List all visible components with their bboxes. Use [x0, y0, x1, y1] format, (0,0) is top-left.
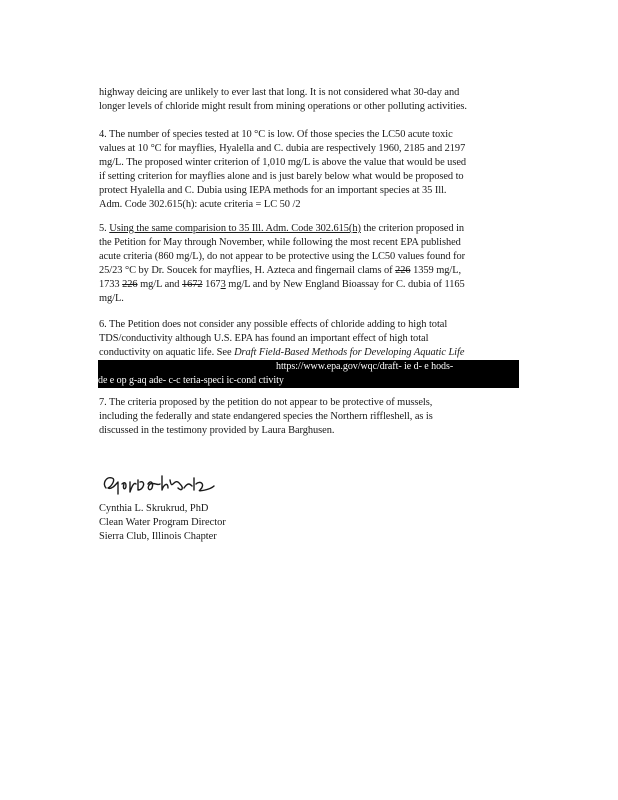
text-line: 5. Using the same comparision to 35 Ill. Adm. Code 302.615(h) the criterion proposed in [99, 223, 465, 234]
text-line: highway deicing are unlikely to ever last that long. It is not considered what 30-day and [99, 87, 460, 98]
text-line: values at 10 °C for mayflies, Hyalella and C. dubia are respectively 1960, 2185 and 2197 [99, 143, 466, 154]
paragraph-4 [99, 128, 519, 212]
struck-value: 226 [395, 265, 411, 276]
underlined-citation: Using the same comparision to 35 Ill. Adm. Code 302.615(h) [109, 223, 361, 234]
text-line: Adm. Code 302.615(h): acute criteria = LC 50 /2 [99, 199, 301, 210]
paragraph-continuation [99, 86, 519, 114]
signer-name: Cynthia L. Skrukrud, PhD [99, 503, 209, 514]
text-line: 1733 226 mg/L and 1672 1673 mg/L and by New England Bioassay for C. dubia of 1165 [99, 279, 465, 290]
signature-block [99, 502, 226, 544]
text-line: mg/L. The proposed winter criterion of 1,010 mg/L is above the value that would be used [99, 157, 467, 168]
underlined-digit: 3 [220, 279, 226, 290]
redacted-link-line [98, 374, 519, 388]
paragraph-6 [99, 318, 519, 388]
text-line: the Petition for May through November, while following the most recent EPA published [99, 237, 461, 248]
text-line: discussed in the testimony provided by Laura Barghusen. [99, 425, 335, 436]
redacted-link-line [98, 360, 519, 374]
text-line: if setting criterion for mayflies alone and is just barely below what would be proposed to [99, 171, 464, 182]
partial-url[interactable]: de e op g-aq ade- c-c teria-speci ic-cond ctivity [98, 375, 284, 386]
text-line: mg/L. [99, 293, 124, 304]
text-line: acute criteria (860 mg/L), do not appear to be protective using the LC50 values found for [99, 251, 466, 262]
text-line: protect Hyalella and C. Dubia using IEPA methods for an important species at 35 Ill. [99, 185, 447, 196]
signer-title: Clean Water Program Director [99, 517, 226, 528]
text-line: 7. The criteria proposed by the petition do not appear to be protective of mussels, [99, 397, 433, 408]
text-line: TDS/conductivity although U.S. EPA has found an important effect of high total [99, 333, 429, 344]
text-line: longer levels of chloride might result from mining operations or other polluting activities. [99, 101, 467, 112]
handwritten-signature [100, 470, 220, 500]
report-title: Draft Field-Based Methods for Developing Aquatic Life [234, 347, 465, 358]
partial-url[interactable]: https://www.epa.gov/wqc/draft- ie d- e hods- [276, 361, 454, 372]
text-line: conductivity on aquatic life. See Draft Field-Based Methods for Developing Aquatic Life [99, 347, 465, 358]
text-line: 4. The number of species tested at 10 °C is low. Of those species the LC50 acute toxic [99, 129, 453, 140]
signer-organization: Sierra Club, Illinois Chapter [99, 531, 217, 542]
text-line: 6. The Petition does not consider any possible effects of chloride adding to high total [99, 319, 448, 330]
paragraph-7 [99, 396, 519, 438]
struck-value: 226 [122, 279, 138, 290]
paragraph-5 [99, 222, 519, 306]
struck-value: 1672 [182, 279, 203, 290]
text-line: 25/23 °C by Dr. Soucek for mayflies, H. Azteca and fingernail clams of 226 1359 mg/L, [99, 265, 462, 276]
text-line: including the federally and state endangered species the Northern riffleshell, as is [99, 411, 433, 422]
